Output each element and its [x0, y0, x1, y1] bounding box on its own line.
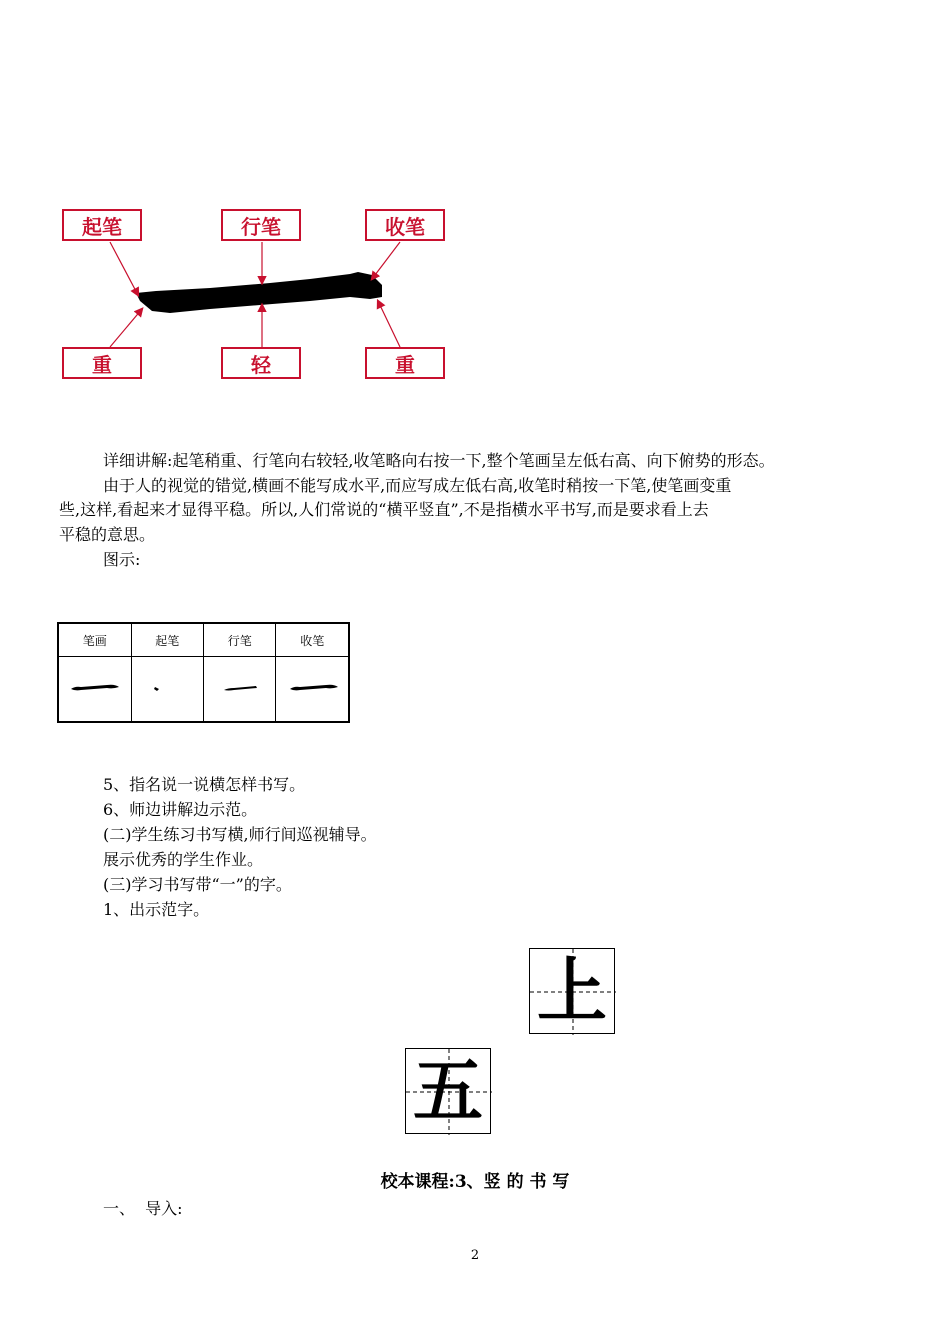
- paragraph-figure-label: 图示:: [103, 550, 141, 569]
- header-xingbi: 行笔: [203, 623, 275, 657]
- list-item: (三)学习书写带“一”的字。: [103, 875, 292, 894]
- end-stroke-image: [282, 677, 342, 697]
- list-item: 展示优秀的学生作业。: [103, 850, 264, 869]
- middle-stroke-image: [210, 677, 270, 697]
- header-shoubi: 收笔: [276, 623, 349, 657]
- cell-end-stroke: [276, 657, 349, 723]
- list-item: 6、师边讲解边示范。: [103, 800, 258, 819]
- paragraph-illusion-line3: 平稳的意思。: [59, 525, 156, 544]
- cell-full-stroke: [58, 657, 131, 723]
- label-zhong-right: 重: [365, 347, 445, 379]
- full-stroke-image: [65, 677, 125, 697]
- paragraph-illusion-line2: 些,这样,看起来才显得平稳。所以,人们常说的“横平竖直”,不是指横水平书写,而是要求看上去: [59, 500, 709, 519]
- list-item: 1、出示范字。: [103, 900, 210, 919]
- stroke-table: [57, 622, 350, 723]
- label-qibi: 起笔: [62, 209, 142, 241]
- stroke-table-header-row: [58, 623, 349, 657]
- paragraph-detail: 详细讲解:起笔稍重、行笔向右较轻,收笔略向右按一下,整个笔画呈左低右高、向下俯势的形态。: [103, 451, 775, 470]
- section-title: 校本课程:3、竖 的 书 写: [380, 1172, 570, 1192]
- label-zhong-left: 重: [62, 347, 142, 379]
- stroke-diagram: [60, 205, 450, 385]
- page-number: 2: [470, 1248, 480, 1263]
- list-item: 5、指名说一说横怎样书写。: [103, 775, 306, 794]
- char-wu: 五: [413, 1049, 483, 1132]
- list-item: (二)学生练习书写横,师行间巡视辅导。: [103, 825, 377, 844]
- example-char-shang: [529, 948, 615, 1034]
- cell-middle-stroke: [203, 657, 275, 723]
- label-qing: 轻: [221, 347, 301, 379]
- start-stroke-image: [137, 677, 197, 697]
- paragraph-illusion-line1: 由于人的视觉的错觉,横画不能写成水平,而应写成左低右高,收笔时稍按一下笔,使笔画变重: [103, 476, 732, 495]
- stroke-table-row: [58, 657, 349, 723]
- label-xingbi: 行笔: [221, 209, 301, 241]
- label-shoubi: 收笔: [365, 209, 445, 241]
- horizontal-stroke-shape: [136, 272, 382, 313]
- intro-item: 一、 导入:: [103, 1199, 183, 1218]
- char-shang: 上: [537, 949, 607, 1032]
- header-qibi: 起笔: [131, 623, 203, 657]
- example-char-wu: [405, 1048, 491, 1134]
- header-bihua: 笔画: [58, 623, 131, 657]
- cell-start-stroke: [131, 657, 203, 723]
